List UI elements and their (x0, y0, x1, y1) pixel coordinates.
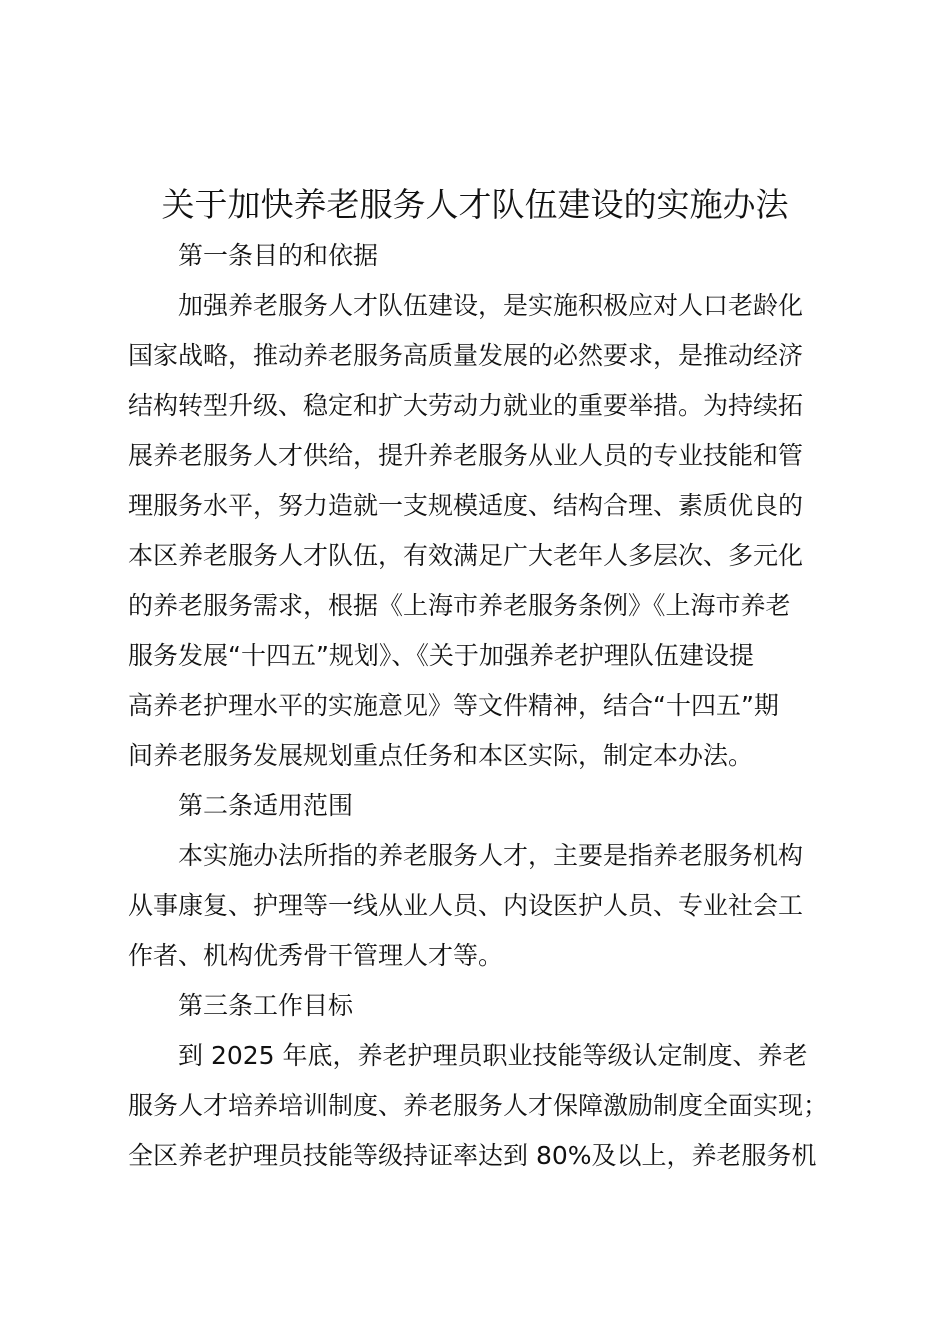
paragraph-line: 到 2025 年底，养老护理员职业技能等级认定制度、养老 (178, 1041, 808, 1070)
paragraph-line: 全区养老护理员技能等级持证率达到 80%及以上，养老服务机 (128, 1141, 817, 1170)
paragraph-line: 本实施办法所指的养老服务人才，主要是指养老服务机构 (178, 841, 804, 870)
paragraph-line: 展养老服务人才供给，提升养老服务从业人员的专业技能和管 (128, 441, 804, 470)
paragraph-line: 的养老服务需求，根据《上海市养老服务条例》《上海市养老 (128, 591, 791, 620)
paragraph-line: 服务发展“十四五”规划》、《关于加强养老护理队伍建设提 (128, 641, 754, 670)
paragraph-line: 结构转型升级、稳定和扩大劳动力就业的重要举措。为持续拓 (128, 391, 804, 420)
article-1-heading: 第一条目的和依据 (178, 241, 379, 270)
paragraph-line: 加强养老服务人才队伍建设，是实施积极应对人口老龄化 (178, 291, 804, 320)
paragraph-line: 作者、机构优秀骨干管理人才等。 (128, 941, 504, 970)
article-3-heading: 第三条工作目标 (178, 991, 354, 1020)
paragraph-line: 从事康复、护理等一线从业人员、内设医护人员、专业社会工 (128, 891, 804, 920)
paragraph-line: 服务人才培养培训制度、养老服务人才保障激励制度全面实现； (128, 1091, 829, 1120)
paragraph-line: 本区养老服务人才队伍，有效满足广大老年人多层次、多元化 (128, 541, 804, 570)
paragraph-line: 高养老护理水平的实施意见》等文件精神，结合“十四五”期 (128, 691, 779, 720)
paragraph-line: 间养老服务发展规划重点任务和本区实际，制定本办法。 (128, 741, 754, 770)
paragraph-line: 国家战略，推动养老服务高质量发展的必然要求，是推动经济 (128, 341, 804, 370)
paragraph-line: 理服务水平，努力造就一支规模适度、结构合理、素质优良的 (128, 491, 804, 520)
article-2-heading: 第二条适用范围 (178, 791, 354, 820)
document-title: 关于加快养老服务人才队伍建设的实施办法 (161, 185, 789, 224)
